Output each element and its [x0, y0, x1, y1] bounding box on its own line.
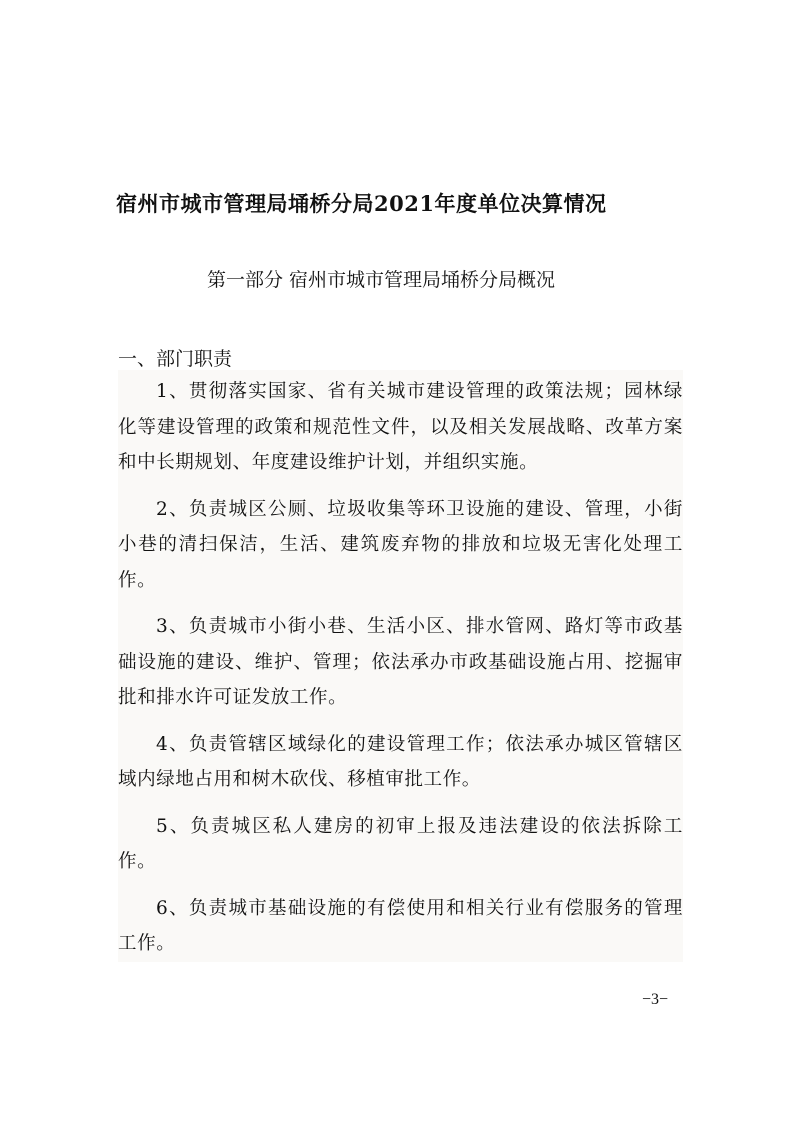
duty-paragraph: 6、负责城市基础设施的有偿使用和相关行业有偿服务的管理工作。 — [118, 897, 683, 954]
duty-paragraph: 1、贯彻落实国家、省有关城市建设管理的政策法规；园林绿化等建设管理的政策和规范性文件，以及相关发展战略、改革方案和中长期规划、年度建设维护计划，并组织实施。 — [118, 381, 683, 473]
document-title: 宿州市城市管理局埇桥分局2021年度单位决算情况 — [116, 191, 607, 216]
section-heading: 一、部门职责 — [118, 348, 233, 370]
duty-paragraph: 3、负责城市小街小巷、生活小区、排水管网、路灯等市政基础设施的建设、维护、管理；依法承办市政基础设施占用、挖掘审批和排水许可证发放工作。 — [118, 616, 683, 708]
duty-paragraph: 4、负责管辖区域绿化的建设管理工作；依法承办城区管辖区域内绿地占用和树木砍伐、移植审批工作。 — [118, 733, 683, 790]
part-heading: 第一部分 宿州市城市管理局埇桥分局概况 — [207, 269, 556, 291]
duties-body — [118, 370, 683, 962]
duty-paragraph: 2、负责城区公厕、垃圾收集等环卫设施的建设、管理，小街小巷的清扫保洁，生活、建筑废弃物的排放和垃圾无害化处理工作。 — [118, 498, 683, 591]
duty-paragraph: 5、负责城区私人建房的初审上报及违法建设的依法拆除工作。 — [118, 815, 683, 872]
page-number: −3− — [642, 991, 669, 1008]
